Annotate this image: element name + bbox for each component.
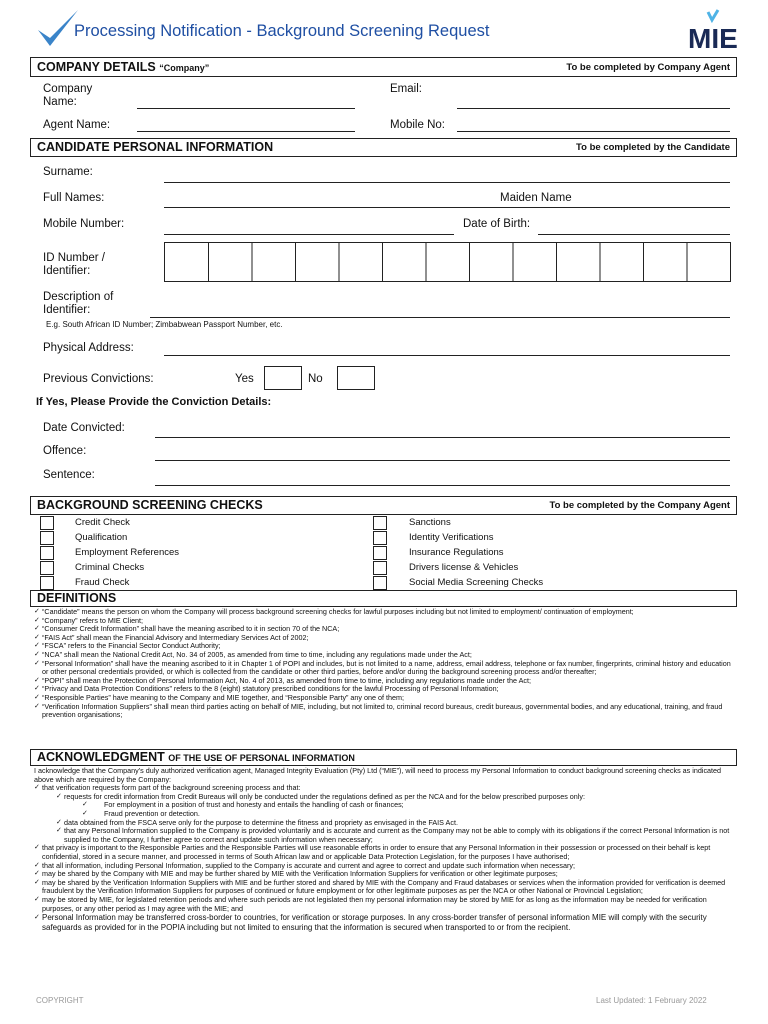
check-identity-label: Identity Verifications — [409, 532, 494, 543]
ack-item: ✓ that privacy is important to the Responsible Parties and the Responsible Parties will use reasonable efforts in order to ensure that any Personal Information in their possession or processed on their behalf is kept confidential, stored in a secure manner, and processed in terms of South African law and or applicable Data Protection Legislation, for the purposes I have authorised; — [34, 844, 734, 861]
yes-checkbox[interactable] — [264, 366, 302, 390]
check-credit-checkbox[interactable] — [40, 516, 54, 530]
acknowledgment-text — [34, 767, 734, 932]
agent-name-field[interactable] — [137, 131, 355, 132]
footer-last-updated: Last Updated: 1 February 2022 — [596, 996, 707, 1005]
date-convicted-label: Date Convicted: — [43, 422, 125, 434]
offence-label: Offence: — [43, 445, 87, 457]
check-criminal-checkbox[interactable] — [40, 561, 54, 575]
sentence-label: Sentence: — [43, 469, 95, 481]
date-of-birth-field[interactable] — [538, 234, 730, 235]
svg-text:MIE: MIE — [688, 23, 738, 52]
ack-item: ✓ may be stored by MIE, for legislated retention periods and where such periods are not legislated then my personal information may be stored by MIE for as long as the information may be needed for verification purposes, or any other period as I may agree with the MIE; and — [34, 896, 734, 913]
definition-item: ✓ “POPI” shall mean the Protection of Personal Information Act, No. 4 of 2013, as amended from time to time, including any regulations made under the Act; — [34, 677, 734, 686]
ack-item: ✓ Personal Information may be transferred cross-border to countries, for verification or storage purposes. In any cross-border transfer of personal information MIE will comply with the security safeguards as provided for in the POPIA including but not limited to ensuring that the information is secured when transported to or from the recipient. — [34, 913, 734, 932]
company-details-header — [30, 57, 737, 77]
definition-item: ✓ “Responsible Parties” have meaning to the Company and MIE together, and “Responsible Party” any one of them; — [34, 694, 734, 703]
mobile-no-label: Mobile No: — [390, 119, 445, 131]
check-employment-checkbox[interactable] — [40, 546, 54, 560]
previous-convictions-label: Previous Convictions: — [43, 373, 154, 385]
surname-field[interactable] — [164, 182, 730, 183]
date-convicted-field[interactable] — [155, 437, 730, 438]
ack-subitem: ✓ data obtained from the FSCA serve only for the purpose to determine the fitness and propriety as envisaged in the FAIS Act. — [34, 819, 734, 828]
company-heading: COMPANY DETAILS — [37, 60, 156, 74]
checks-header — [30, 496, 737, 515]
mobile-number-field[interactable] — [164, 234, 454, 235]
ack-item: ✓ may be shared by the Verification Information Suppliers with MIE and be further stored and shared by MIE with the Company and Fraud databases or services when the information provided for verification is deemed fraudulent by the Verification Information Suppliers for purposes of continued or future employment or for other legitimate purposes as per the NCA or other National or Provincial Legislation; — [34, 879, 734, 896]
checks-note: To be completed by the Company Agent — [549, 500, 730, 511]
ack-subitem: ✓ requests for credit information from Credit Bureaus will only be conducted under the regulations defined as per the NCA and for the below prescribed purposes only: — [34, 793, 734, 802]
id-number-grid[interactable] — [164, 242, 731, 282]
physical-address-field[interactable] — [164, 355, 730, 356]
agent-name-label: Agent Name: — [43, 119, 111, 131]
mobile-number-label: Mobile Number: — [43, 218, 125, 230]
description-example: E.g. South African ID Number; Zimbabwean Passport Number, etc. — [46, 320, 283, 329]
physical-address-label: Physical Address: — [43, 342, 134, 354]
description-field[interactable] — [150, 317, 730, 318]
check-employment-label: Employment References — [75, 547, 180, 558]
no-checkbox[interactable] — [337, 366, 375, 390]
description-label: Description of Identifier: — [43, 291, 114, 316]
ack-item: ✓ that verification requests form part of the background screening process and that: — [34, 784, 734, 793]
check-drivers-label: Drivers license & Vehicles — [409, 562, 519, 573]
checks-heading: BACKGROUND SCREENING CHECKS — [37, 498, 263, 512]
email-label: Email: — [390, 83, 422, 95]
company-heading-sub: “Company” — [159, 63, 210, 73]
no-label: No — [308, 373, 323, 385]
check-identity-checkbox[interactable] — [373, 531, 387, 545]
definition-item: ✓ “Verification Information Suppliers” shall mean third parties acting on behalf of MIE, including, but not limited to, criminal record bureaus, credit bureaus, governmental bodies, and any educational, training, and fraud prevention organisations; — [34, 703, 734, 720]
check-sanctions-checkbox[interactable] — [373, 516, 387, 530]
definition-item: ✓ “Personal Information” shall have the meaning ascribed to it in Chapter 1 of POPI and includes, but is not limited to a name, address, email address, telephone or fax number, fingerprints, criminal history and education or other personal credentials provided, or which is collected from the candidate or other third parties, before and/or during the background screening process and/or thereafter; — [34, 660, 734, 677]
company-note: To be completed by Company Agent — [566, 62, 730, 73]
ack-subsubitem: ✓ Fraud prevention or detection. — [34, 810, 734, 819]
check-qualification-label: Qualification — [75, 532, 128, 543]
check-insurance-checkbox[interactable] — [373, 546, 387, 560]
candidate-note: To be completed by the Candidate — [576, 142, 730, 153]
definitions-list — [34, 608, 734, 720]
ack-subitem: ✓ that any Personal Information supplied to the Company is provided voluntarily and is accurate and current as the Company may not be able to comply with its obligations if the correct Personal Information is not supplied to the Company, I further agree to correct and update such information when necessary; — [34, 827, 734, 844]
check-social-media-label: Social Media Screening Checks — [409, 577, 544, 588]
check-credit-label: Credit Check — [75, 517, 130, 528]
maiden-name-label: Maiden Name — [500, 192, 572, 204]
candidate-header — [30, 138, 737, 157]
definitions-header — [30, 590, 737, 607]
mobile-no-field[interactable] — [457, 131, 730, 132]
definition-item: ✓ “Candidate” means the person on whom the Company will process background screening checks for lawful purposes including but not limited to employment/ continuation of employment; — [34, 608, 734, 617]
maiden-name-field[interactable] — [479, 207, 730, 208]
check-insurance-label: Insurance Regulations — [409, 547, 504, 558]
ack-item: ✓ may be shared by the Company with MIE and may be further shared by MIE with the Verification Information Suppliers for verification or other legitimate purposes; — [34, 870, 734, 879]
definition-item: ✓ “NCA” shall mean the National Credit Act, No. 34 of 2005, as amended from time to time, including any regulations made under the Act; — [34, 651, 734, 660]
mie-logo — [688, 8, 752, 52]
definition-item: ✓ “Privacy and Data Protection Conditions” refers to the 8 (eight) statutory prescribed conditions for the lawful Processing of Personal Information; — [34, 685, 734, 694]
ack-subsubitem: ✓ For employment in a position of trust and honesty and entails the handling of cash or finances; — [34, 801, 734, 810]
footer-copyright: COPYRIGHT — [36, 996, 84, 1005]
page-title: Processing Notification - Background Screening Request — [74, 22, 490, 40]
company-name-label: Company Name: — [43, 83, 93, 108]
acknowledgment-heading-sub: OF THE USE OF PERSONAL INFORMATION — [168, 753, 355, 763]
check-fraud-label: Fraud Check — [75, 577, 130, 588]
surname-label: Surname: — [43, 166, 93, 178]
definitions-heading: DEFINITIONS — [37, 591, 117, 605]
definition-item: ✓ “FAIS Act” shall mean the Financial Advisory and Intermediary Services Act of 2002; — [34, 634, 734, 643]
ack-item: ✓ that all information, including Personal Information, supplied to the Company is accurate and current and agree to correct and update such information when necessary; — [34, 862, 734, 871]
check-qualification-checkbox[interactable] — [40, 531, 54, 545]
ack-intro: I acknowledge that the Company’s duly authorized verification agent, Managed Integrity Evaluation (Pty) Ltd (“MIE”), will need to process my Personal Information to conduct background screening checks as indicated above which are required by the Company: — [34, 766, 722, 784]
check-criminal-label: Criminal Checks — [75, 562, 145, 573]
acknowledgment-heading: ACKNOWLEDGMENT — [37, 750, 165, 764]
check-fraud-checkbox[interactable] — [40, 576, 54, 590]
id-number-label: ID Number / Identifier: — [43, 252, 105, 277]
yes-label: Yes — [235, 373, 254, 385]
check-sanctions-label: Sanctions — [409, 517, 451, 528]
offence-field[interactable] — [155, 460, 730, 461]
definition-item: ✓ “Consumer Credit Information” shall have the meaning ascribed to it in section 70 of the NCA; — [34, 625, 734, 634]
full-names-label: Full Names: — [43, 192, 105, 204]
sentence-field[interactable] — [155, 485, 730, 486]
company-name-field[interactable] — [137, 108, 355, 109]
conviction-details-heading: If Yes, Please Provide the Conviction Details: — [36, 396, 272, 408]
check-social-media-checkbox[interactable] — [373, 576, 387, 590]
full-names-field[interactable] — [164, 207, 479, 208]
date-of-birth-label: Date of Birth: — [463, 218, 531, 230]
definition-item: ✓ “Company” refers to MIE Client; — [34, 617, 734, 626]
check-drivers-checkbox[interactable] — [373, 561, 387, 575]
acknowledgment-header — [30, 749, 737, 766]
email-field[interactable] — [457, 108, 730, 109]
candidate-heading: CANDIDATE PERSONAL INFORMATION — [37, 140, 274, 154]
definition-item: ✓ “FSCA” refers to the Financial Sector Conduct Authority; — [34, 642, 734, 651]
